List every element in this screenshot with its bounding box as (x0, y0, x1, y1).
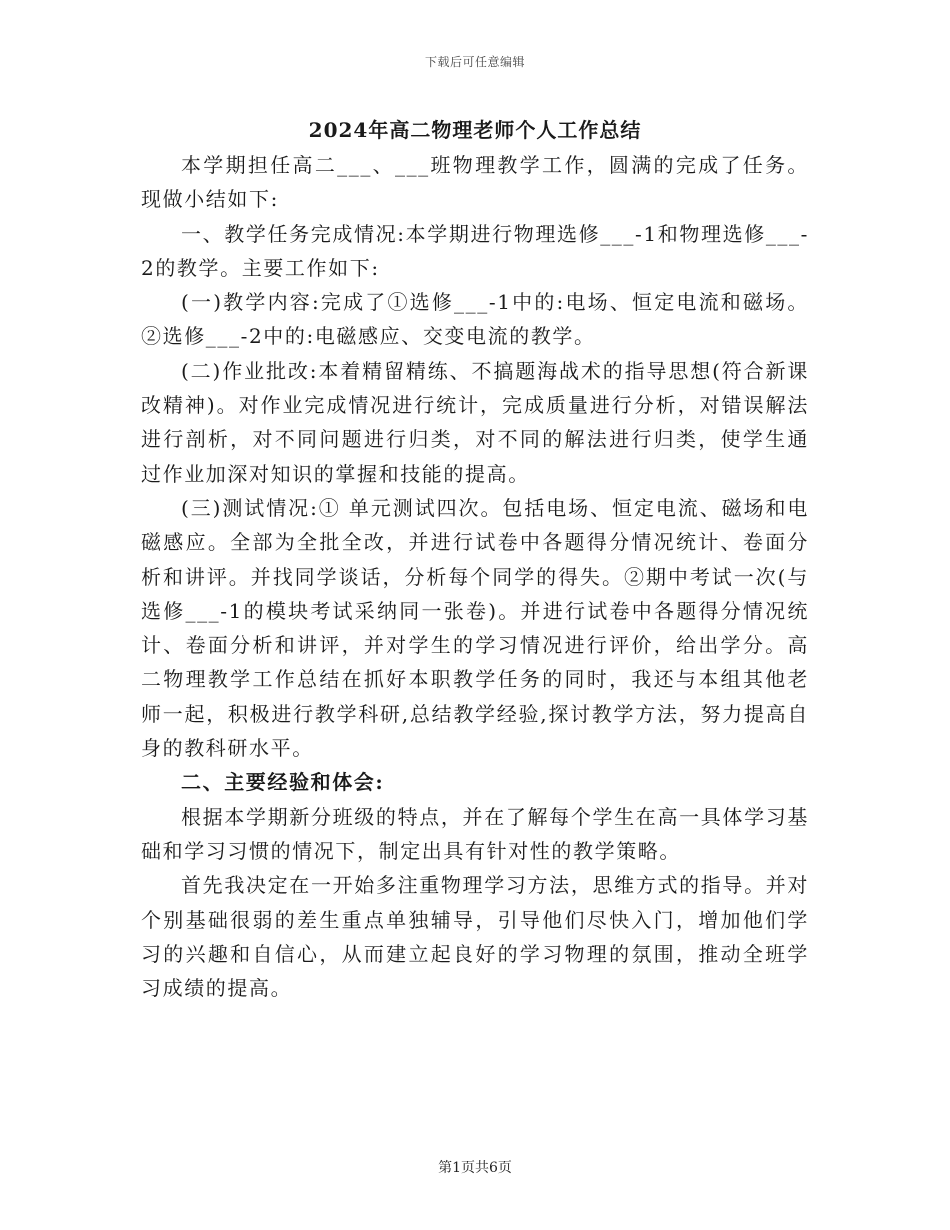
paragraph-section-1: 一、教学任务完成情况:本学期进行物理选修___-1和物理选修___-2的教学。主要工作如下: (141, 221, 809, 280)
paragraph-homework: (二)作业批改:本着精留精练、不搞题海战术的指导思想(符合新课改精神)。对作业完成情况进行统计，完成质量进行分析，对错误解法进行剖析，对不同问题进行归类，对不同的解法进行归类，使学生通过作业加深对知识的掌握和技能的提高。 (141, 358, 809, 486)
section-heading-experience: 二、主要经验和体会: (181, 770, 385, 795)
page-number: 第1页共6页 (438, 1160, 512, 1176)
document-title: 2024年高二物理老师个人工作总结 (308, 118, 642, 142)
header-note: 下载后可任意编辑 (424, 55, 525, 69)
paragraph-intro: 本学期担任高二___、___班物理教学工作，圆满的完成了任务。现做小结如下: (141, 153, 809, 212)
paragraph-strategy: 根据本学期新分班级的特点，并在了解每个学生在高一具体学习基础和学习习惯的情况下，制定出具有针对性的教学策略。 (141, 804, 809, 863)
document-body (141, 148, 809, 1005)
paragraph-testing: (三)测试情况:① 单元测试四次。包括电场、恒定电流、磁场和电磁感应。全部为全批全改，并进行试卷中各题得分情况统计、卷面分析和讲评。并找同学谈话，分析每个同学的得失。②期中考试一次(与选修___-1的模块考试采纳同一张卷)。并进行试卷中各题得分情况统计、卷面分析和讲评，并对学生的学习情况进行评价，给出学分。高二物理教学工作总结在抓好本职教学任务的同时，我还与本组其他老师一起，积极进行教学科研,总结教学经验,探讨教学方法，努力提高自身的教科研水平。 (141, 495, 809, 761)
paragraph-methods: 首先我决定在一开始多注重物理学习方法，思维方式的指导。并对个别基础很弱的差生重点单独辅导，引导他们尽快入门，增加他们学习的兴趣和自信心，从而建立起良好的学习物理的氛围，推动全班学习成绩的提高。 (141, 873, 809, 1001)
paragraph-teaching-content: (一)教学内容:完成了①选修___-1中的:电场、恒定电流和磁场。②选修___-2中的:电磁感应、交变电流的教学。 (141, 290, 809, 349)
